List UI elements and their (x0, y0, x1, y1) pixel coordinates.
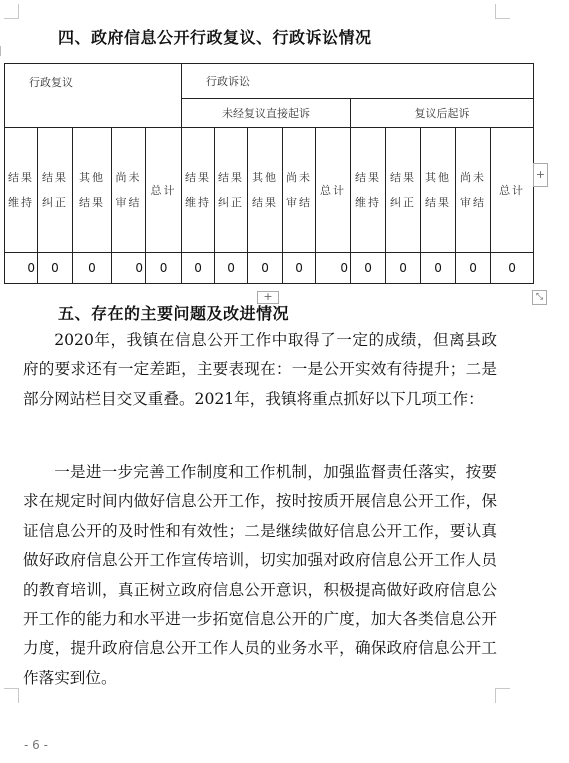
table-cell-value[interactable]: 0 (316, 253, 351, 284)
table-cell-value[interactable]: 0 (112, 253, 146, 284)
table-cell-value[interactable]: 0 (351, 253, 386, 284)
table-cell-value[interactable]: 0 (215, 253, 248, 284)
paragraph-problems: 2020年，我镇在信息公开工作中取得了一定的成绩，但离县政府的要求还有一定差距，主要表现在：一是公开实效有待提升；二是部分网站栏目交叉重叠。2021年，我镇将重点抓好以下几项工作： (23, 331, 497, 408)
litigation-stats-table (4, 63, 534, 284)
crop-mark-top-left (4, 4, 19, 19)
table-cell-value[interactable]: 0 (248, 253, 283, 284)
table-cell-value[interactable]: 0 (456, 253, 491, 284)
table-cell-value[interactable]: 0 (491, 253, 534, 284)
table-cell-value[interactable]: 0 (182, 253, 215, 284)
add-column-button[interactable]: + (533, 163, 548, 187)
col-header: 结果维持 (351, 128, 386, 253)
col-header: 结果维持 (5, 128, 38, 253)
add-row-button[interactable]: + (257, 291, 279, 304)
table-cell-value[interactable]: 0 (73, 253, 112, 284)
col-header: 总计 (316, 128, 351, 253)
table-cell-value[interactable]: 0 (38, 253, 73, 284)
group-admin-review: 行政复议 (5, 64, 182, 128)
page-number: - 6 - (24, 738, 48, 752)
crop-mark-top-right (495, 4, 510, 19)
table-cell-value[interactable]: 0 (421, 253, 456, 284)
group-litigation: 行政诉讼 (182, 64, 534, 99)
col-header: 结果纠正 (38, 128, 73, 253)
section-4-heading: 四、政府信息公开行政复议、行政诉讼情况 (58, 28, 372, 47)
col-header: 其他结果 (421, 128, 456, 253)
col-header: 结果维持 (182, 128, 215, 253)
table-resize-handle[interactable]: ⤡ (532, 290, 547, 305)
col-header: 总计 (491, 128, 534, 253)
crop-mark-bottom-left (4, 688, 19, 703)
table-cell-value[interactable]: 0 (146, 253, 182, 284)
col-header: 尚未审结 (112, 128, 146, 253)
col-header: 总计 (146, 128, 182, 253)
sub-direct-suit: 未经复议直接起诉 (182, 99, 351, 128)
col-header: 尚未审结 (283, 128, 316, 253)
col-header: 结果纠正 (215, 128, 248, 253)
table-cell-value[interactable]: 0 (386, 253, 421, 284)
table-cell-value[interactable]: 0 (5, 253, 38, 284)
margin-tick (0, 46, 4, 56)
section-5-heading: 五、存在的主要问题及改进情况 (58, 304, 290, 323)
table-cell-value[interactable]: 0 (283, 253, 316, 284)
paragraph-measures: 一是进一步完善工作制度和工作机制，加强监督责任落实，按要求在规定时间内做好信息公开工作，按时按质开展信息公开工作，保证信息公开的及时性和有效性；二是继续做好信息公开工作，要认真做好政府信息公开工作宣传培训，切实加强对政府信息公开工作人员的教育培训，真正树立政府信息公开意识，积极提高做好政府信息公开工作的能力和水平进一步拓宽信息公开的广度，加大各类信息公开力度，提升政府信息公开工作人员的业务水平，确保政府信息公开工作落实到位。 (23, 463, 497, 687)
crop-mark-bottom-right (495, 688, 510, 703)
col-header: 其他结果 (73, 128, 112, 253)
col-header: 其他结果 (248, 128, 283, 253)
sub-after-review: 复议后起诉 (351, 99, 534, 128)
col-header: 尚未审结 (456, 128, 491, 253)
col-header: 结果纠正 (386, 128, 421, 253)
